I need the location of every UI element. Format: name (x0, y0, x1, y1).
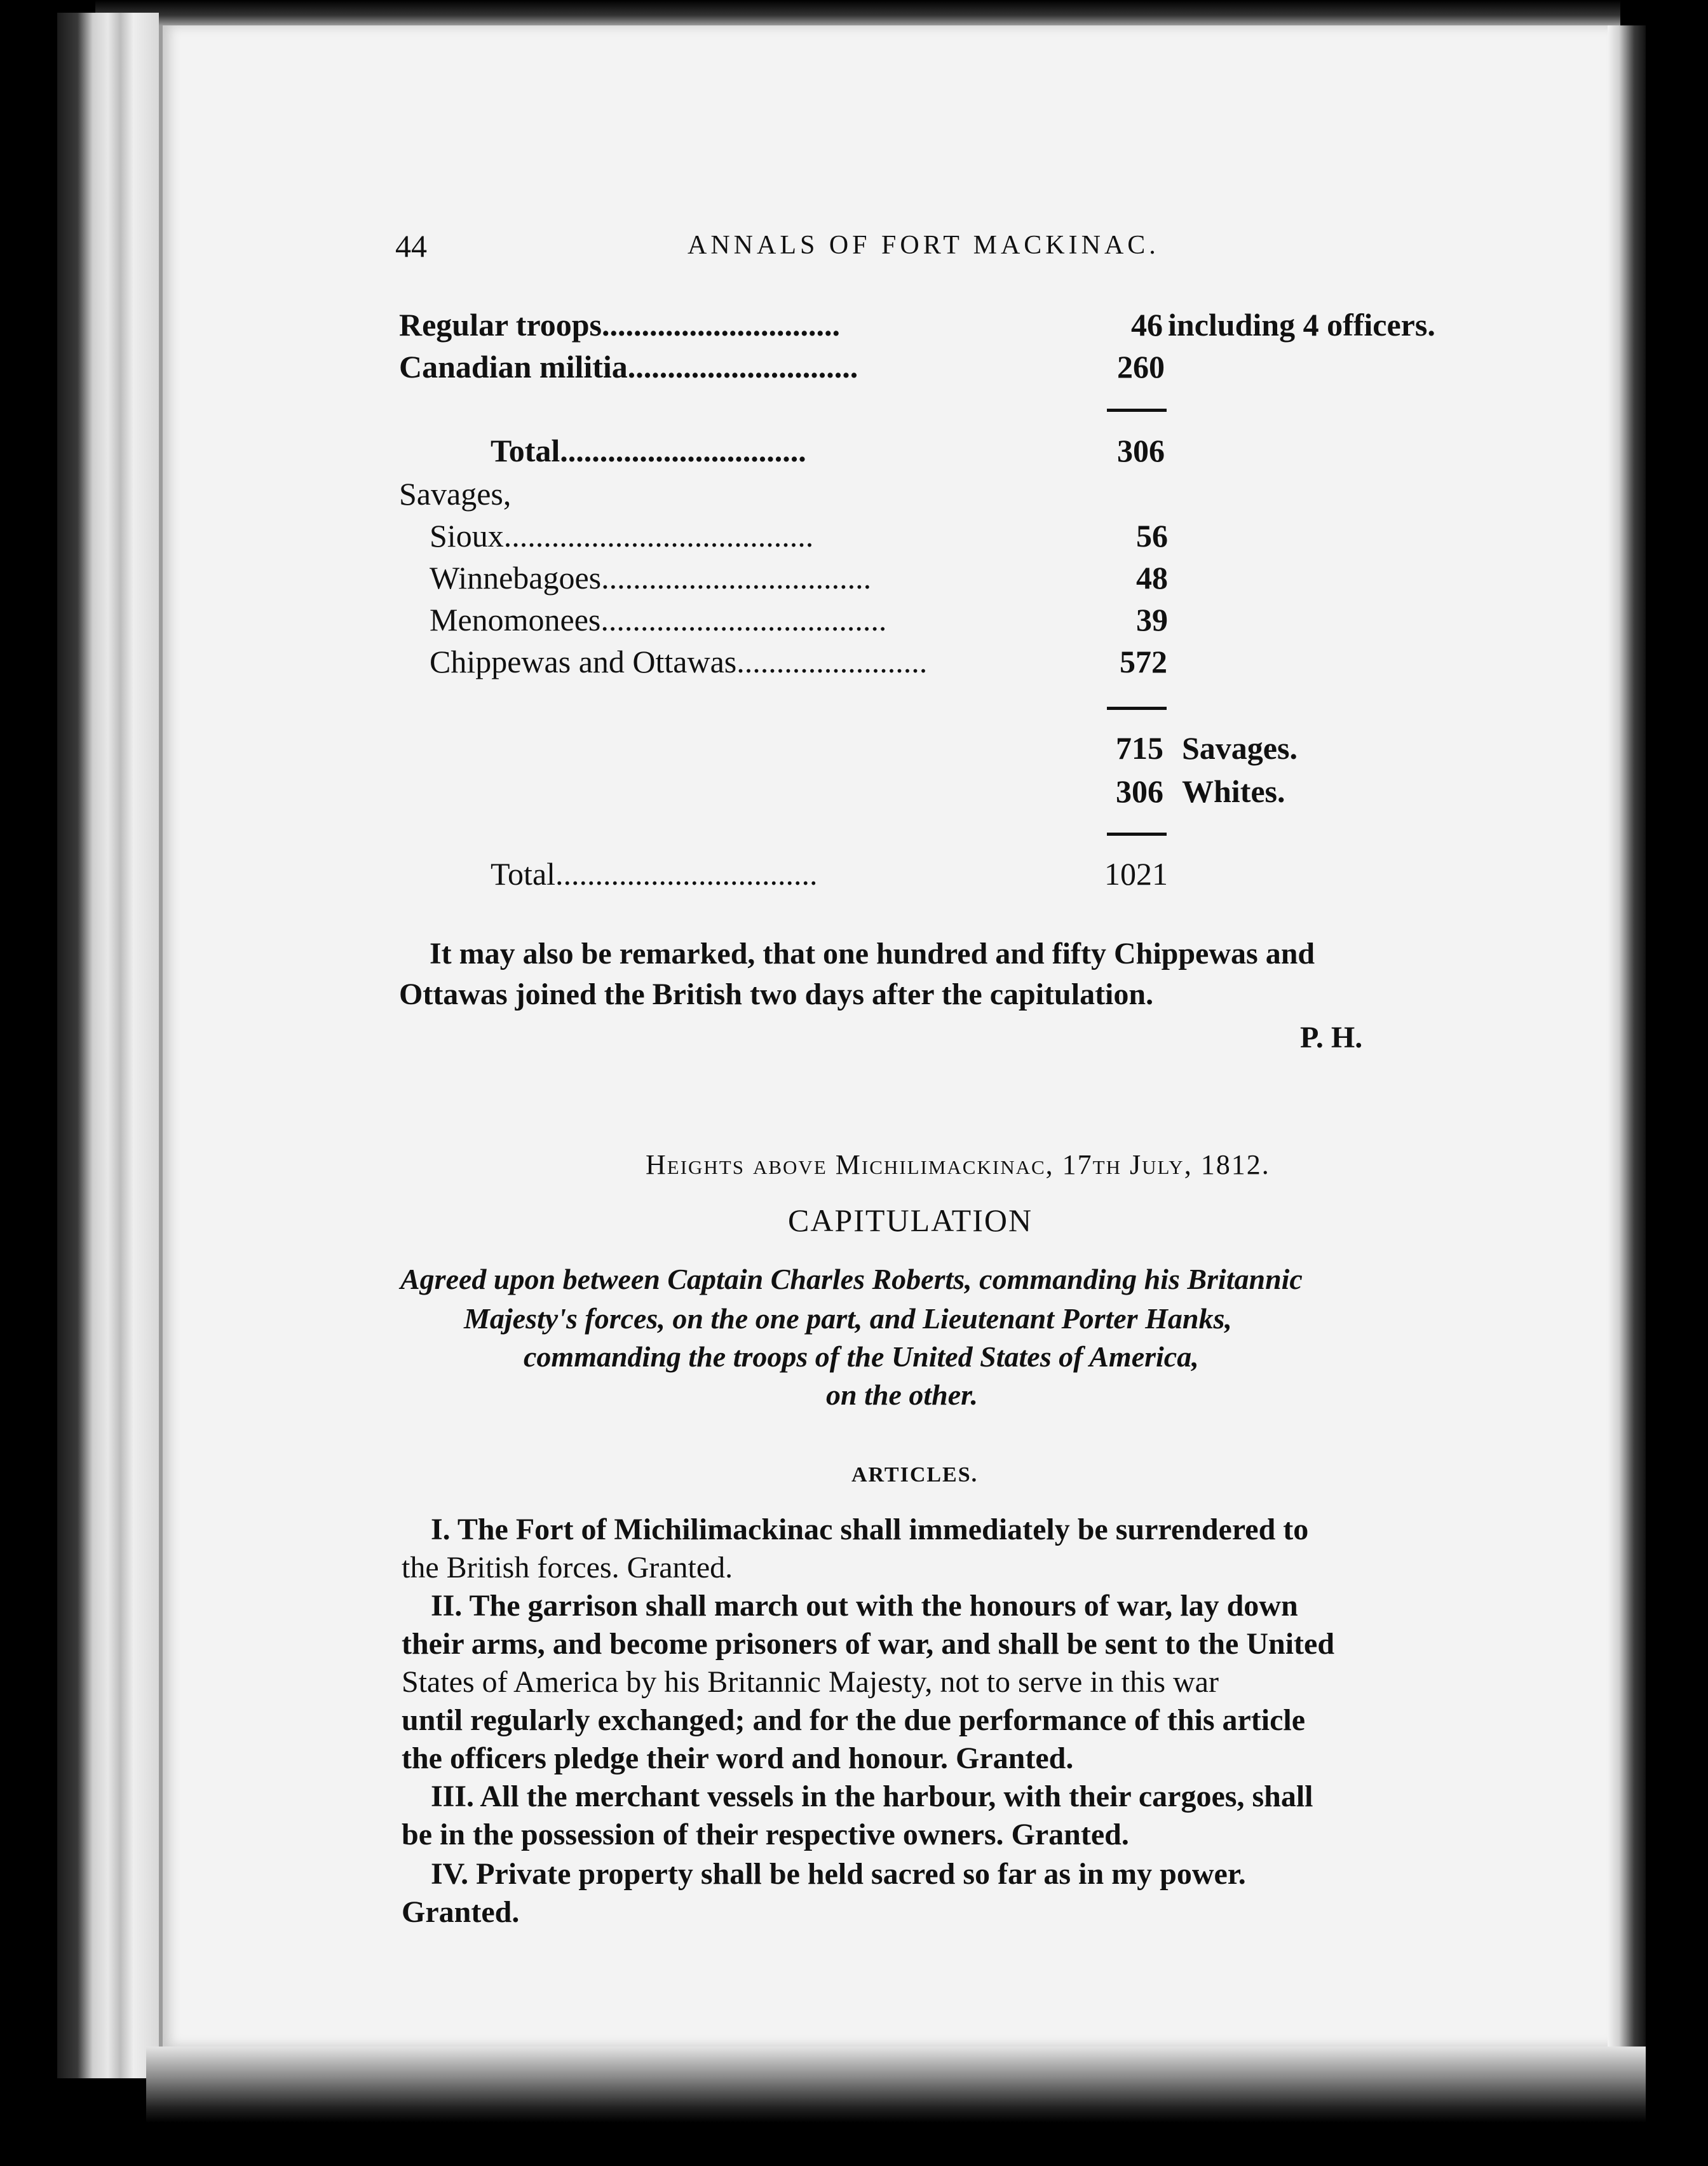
row-note: Savages. (1182, 730, 1298, 766)
remark-line: It may also be remarked, that one hundred and fifty Chippewas and (430, 937, 1315, 971)
running-title: ANNALS OF FORT MACKINAC. (688, 231, 1160, 260)
article-line: III. All the merchant vessels in the harbour, with their cargoes, shall (431, 1780, 1313, 1813)
row-label: Total............................... (491, 433, 806, 468)
subtitle-line: Agreed upon between Captain Charles Roberts, commanding his Britannic (400, 1263, 1303, 1295)
row-value: 260 (1117, 349, 1165, 385)
article-line: IV. Private property shall be held sacred so far as in my power. (431, 1857, 1246, 1891)
row-value: 572 (1120, 644, 1167, 679)
article-line: the officers pledge their word and honour. Granted. (402, 1741, 1074, 1775)
article-line: be in the possession of their respective owners. Granted. (402, 1818, 1129, 1851)
subtitle-line: Majesty's forces, on the one part, and Lieutenant Porter Hanks, (464, 1302, 1232, 1335)
row-value: 306 (1117, 433, 1165, 468)
row-value: 715 (1116, 730, 1163, 766)
row-label: Canadian militia............................. (399, 349, 858, 385)
row-label: Total................................. (491, 856, 818, 892)
row-label: Regular troops.............................. (399, 307, 840, 343)
remark-line: Ottawas joined the British two days after the capitulation. (399, 977, 1154, 1011)
row-label: Chippewas and Ottawas........................ (430, 644, 928, 679)
article-line: I. The Fort of Michilimackinac shall immediately be surrendered to (431, 1513, 1309, 1546)
row-note: including 4 officers. (1168, 307, 1435, 343)
article-line: II. The garrison shall march out with the honours of war, lay down (431, 1589, 1298, 1623)
row-note: Whites. (1182, 773, 1285, 809)
article-line: until regularly exchanged; and for the due performance of this article (402, 1703, 1306, 1737)
row-label: Winnebagoes.................................. (430, 560, 872, 596)
page-number: 44 (395, 228, 427, 264)
row-value: 1021 (1104, 856, 1168, 892)
row-label: Sioux....................................... (430, 518, 814, 554)
article-line: States of America by his Britannic Majesty, not to serve in this war (402, 1665, 1219, 1699)
page-gutter-shadow (1608, 25, 1646, 2047)
row-value: 48 (1136, 560, 1168, 596)
article-line: the British forces. Granted. (402, 1551, 733, 1584)
book-top-edge (95, 0, 1620, 25)
capitulation-title: CAPITULATION (788, 1202, 1033, 1238)
row-value: 306 (1116, 773, 1163, 809)
row-value: 39 (1136, 602, 1168, 637)
dateline: Heights above Michilimackinac, 17th July, 1812. (646, 1149, 1270, 1180)
row-label: Savages, (399, 476, 512, 512)
row-label: Menomonees.................................... (430, 602, 887, 637)
sum-rule (1107, 833, 1167, 836)
article-line: Granted. (402, 1895, 520, 1929)
article-line: their arms, and become prisoners of war, and shall be sent to the United (402, 1627, 1335, 1661)
sum-rule (1107, 707, 1167, 710)
row-value: 46 (1131, 307, 1163, 343)
book-page-edges (57, 13, 159, 2078)
signature: P. H. (1300, 1021, 1363, 1054)
subtitle-line: commanding the troops of the United States of America, (524, 1340, 1199, 1373)
sum-rule (1107, 409, 1167, 412)
row-value: 56 (1136, 518, 1168, 554)
subtitle-line: on the other. (826, 1379, 979, 1411)
book-bottom-edge (146, 2047, 1646, 2123)
articles-heading: ARTICLES. (851, 1463, 979, 1487)
